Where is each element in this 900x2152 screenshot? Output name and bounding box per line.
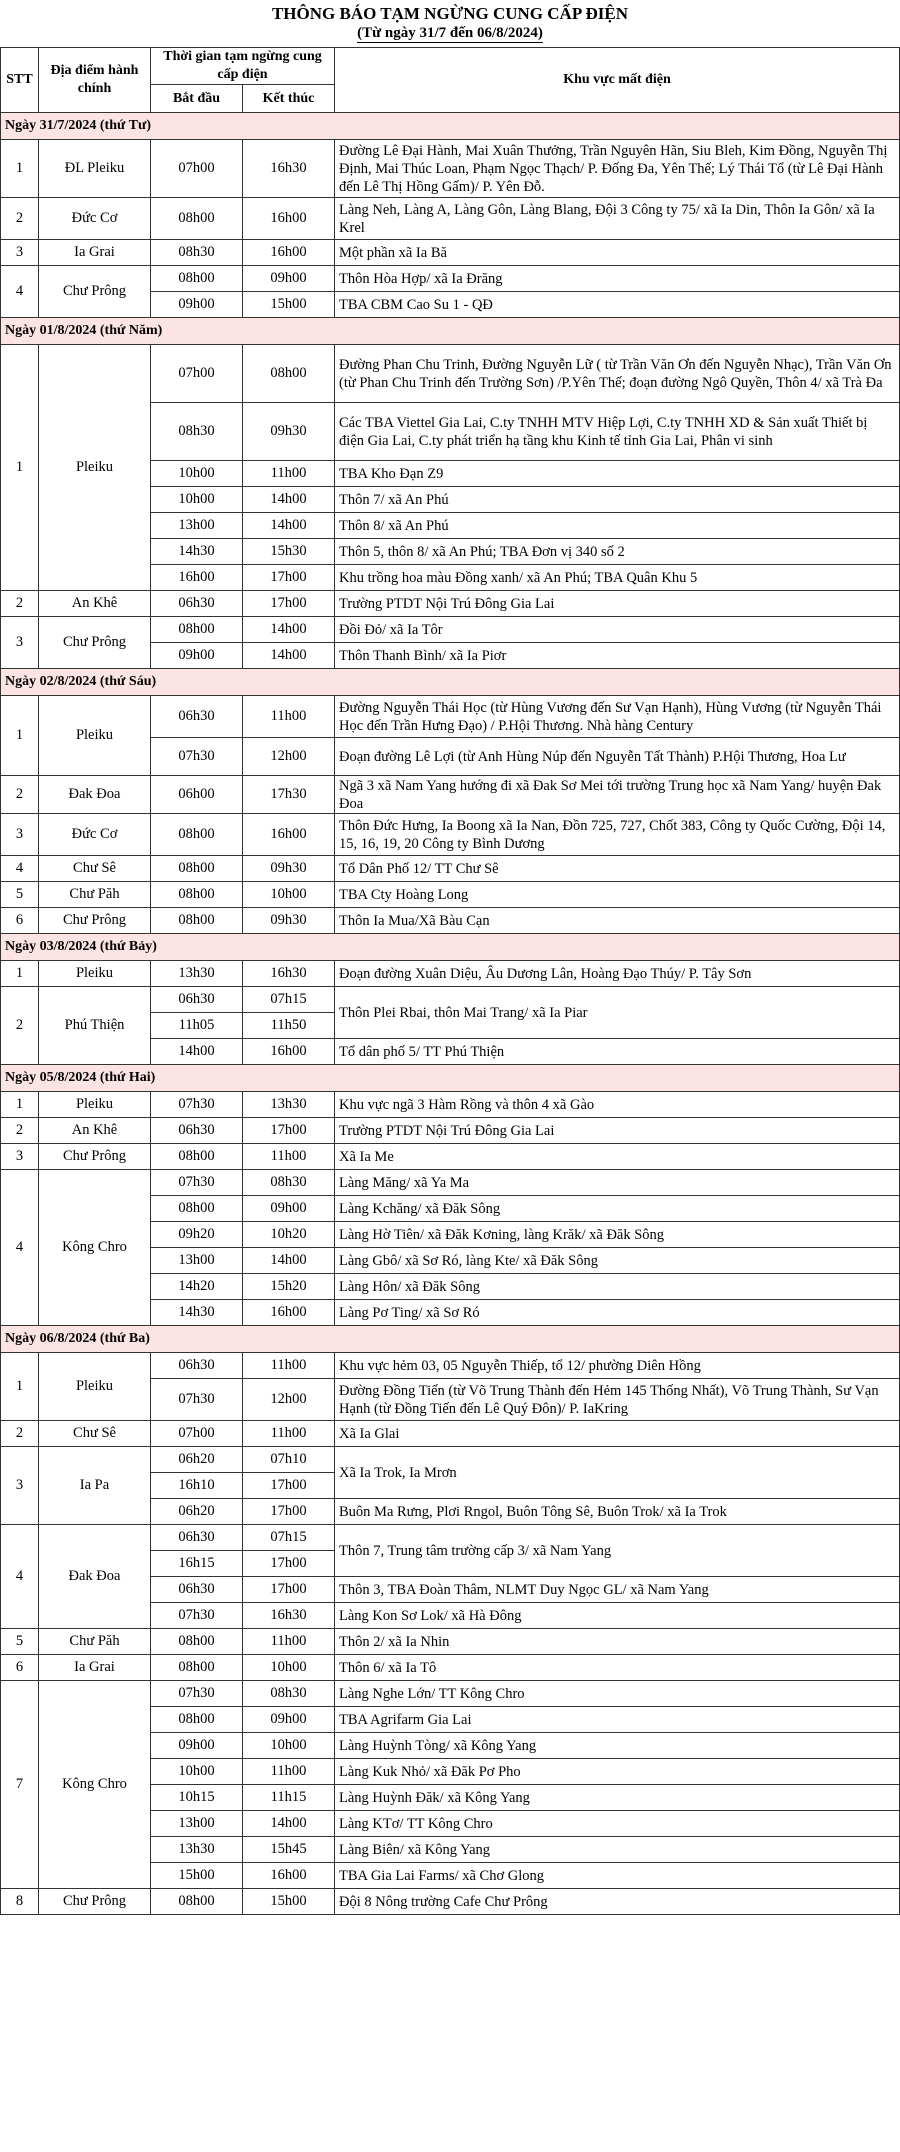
end-time-cell: 17h00	[243, 1499, 335, 1525]
stt-cell: 3	[1, 617, 39, 669]
end-time-cell: 17h30	[243, 776, 335, 814]
end-time-cell: 14h00	[243, 643, 335, 669]
day-header-row	[1, 1326, 900, 1353]
area-cell: Xã Ia Trok, Ia Mrơn	[335, 1447, 900, 1499]
start-time-cell: 07h00	[151, 140, 243, 198]
table-row	[1, 1353, 900, 1379]
area-cell: Thôn Hòa Hợp/ xã Ia Đrăng	[335, 266, 900, 292]
start-time-cell: 14h00	[151, 1039, 243, 1065]
area-cell: Làng Pơ Ting/ xã Sơ Ró	[335, 1300, 900, 1326]
end-time-cell: 13h30	[243, 1092, 335, 1118]
end-time-cell: 10h20	[243, 1222, 335, 1248]
end-time-cell: 11h00	[243, 1759, 335, 1785]
area-cell: TBA Gia Lai Farms/ xã Chơ Glong	[335, 1863, 900, 1889]
stt-cell: 4	[1, 856, 39, 882]
area-cell: Xã Ia Me	[335, 1144, 900, 1170]
start-time-cell: 07h30	[151, 1379, 243, 1421]
table-row	[1, 1447, 900, 1473]
location-cell: Ia Grai	[39, 1655, 151, 1681]
stt-cell: 7	[1, 1681, 39, 1889]
end-time-cell: 10h00	[243, 1733, 335, 1759]
table-body	[1, 113, 900, 1915]
stt-cell: 1	[1, 696, 39, 776]
stt-cell: 1	[1, 345, 39, 591]
header-start: Bắt đầu	[151, 85, 243, 113]
location-cell: Đak Đoa	[39, 776, 151, 814]
start-time-cell: 08h00	[151, 1655, 243, 1681]
start-time-cell: 16h15	[151, 1551, 243, 1577]
start-time-cell: 10h00	[151, 461, 243, 487]
start-time-cell: 08h00	[151, 1707, 243, 1733]
location-cell: Đức Cơ	[39, 814, 151, 856]
header-end: Kết thúc	[243, 85, 335, 113]
area-cell: Đồi Đỏ/ xã Ia Tôr	[335, 617, 900, 643]
table-row	[1, 1525, 900, 1551]
end-time-cell: 17h00	[243, 1118, 335, 1144]
area-cell: Thôn Ia Mua/Xã Bàu Cạn	[335, 908, 900, 934]
area-cell: Các TBA Viettel Gia Lai, C.ty TNHH MTV Hiệp Lợi, C.ty TNHH XD & Sản xuất Thiết bị điện Gia Lai, C.ty phát triển hạ tầng khu Kinh tế tỉnh Gia Lai, Phân vi sinh	[335, 403, 900, 461]
stt-cell: 4	[1, 266, 39, 318]
end-time-cell: 07h15	[243, 987, 335, 1013]
end-time-cell: 12h00	[243, 738, 335, 776]
stt-cell: 3	[1, 240, 39, 266]
end-time-cell: 16h00	[243, 814, 335, 856]
start-time-cell: 13h00	[151, 1248, 243, 1274]
start-time-cell: 06h20	[151, 1447, 243, 1473]
table-row	[1, 1655, 900, 1681]
location-cell: Pleiku	[39, 1092, 151, 1118]
area-cell: Thôn 2/ xã Ia Nhin	[335, 1629, 900, 1655]
end-time-cell: 11h15	[243, 1785, 335, 1811]
stt-cell: 2	[1, 987, 39, 1065]
document-title: THÔNG BÁO TẠM NGỪNG CUNG CẤP ĐIỆN	[271, 4, 629, 23]
end-time-cell: 11h00	[243, 461, 335, 487]
end-time-cell: 08h30	[243, 1681, 335, 1707]
end-time-cell: 11h00	[243, 1421, 335, 1447]
table-row	[1, 882, 900, 908]
start-time-cell: 10h00	[151, 487, 243, 513]
start-time-cell: 06h30	[151, 1577, 243, 1603]
end-time-cell: 14h00	[243, 1811, 335, 1837]
table-row	[1, 1421, 900, 1447]
end-time-cell: 11h00	[243, 696, 335, 738]
end-time-cell: 16h30	[243, 961, 335, 987]
start-time-cell: 06h30	[151, 591, 243, 617]
area-cell: TBA Kho Đạn Z9	[335, 461, 900, 487]
area-cell: Đoạn đường Lê Lợi (từ Anh Hùng Núp đến Nguyễn Tất Thành) P.Hội Thương, Hoa Lư	[335, 738, 900, 776]
end-time-cell: 14h00	[243, 617, 335, 643]
end-time-cell: 10h00	[243, 1655, 335, 1681]
table-row	[1, 696, 900, 738]
end-time-cell: 16h00	[243, 198, 335, 240]
end-time-cell: 14h00	[243, 487, 335, 513]
day-label: Ngày 05/8/2024 (thứ Hai)	[1, 1065, 900, 1092]
start-time-cell: 06h30	[151, 987, 243, 1013]
day-header-row	[1, 934, 900, 961]
area-cell: Thôn 6/ xã Ia Tô	[335, 1655, 900, 1681]
stt-cell: 5	[1, 882, 39, 908]
start-time-cell: 07h30	[151, 1092, 243, 1118]
area-cell: Tổ Dân Phố 12/ TT Chư Sê	[335, 856, 900, 882]
table-row	[1, 908, 900, 934]
day-label: Ngày 02/8/2024 (thứ Sáu)	[1, 669, 900, 696]
start-time-cell: 08h00	[151, 1889, 243, 1915]
area-cell: Làng Huỳnh Đăk/ xã Kông Yang	[335, 1785, 900, 1811]
start-time-cell: 07h30	[151, 1603, 243, 1629]
document-subtitle	[0, 24, 900, 43]
outage-table	[0, 47, 900, 1915]
start-time-cell: 06h00	[151, 776, 243, 814]
location-cell: Pleiku	[39, 1353, 151, 1421]
location-cell: Pleiku	[39, 961, 151, 987]
start-time-cell: 13h30	[151, 1837, 243, 1863]
table-row	[1, 1681, 900, 1707]
stt-cell: 4	[1, 1525, 39, 1629]
end-time-cell: 14h00	[243, 513, 335, 539]
table-row	[1, 987, 900, 1013]
table-row	[1, 814, 900, 856]
start-time-cell: 07h00	[151, 345, 243, 403]
start-time-cell: 14h30	[151, 1300, 243, 1326]
end-time-cell: 17h00	[243, 1577, 335, 1603]
location-cell: Chư Sê	[39, 1421, 151, 1447]
header-stt: STT	[1, 48, 39, 113]
end-time-cell: 07h15	[243, 1525, 335, 1551]
end-time-cell: 15h30	[243, 539, 335, 565]
stt-cell: 4	[1, 1170, 39, 1326]
start-time-cell: 11h05	[151, 1013, 243, 1039]
area-cell: Thôn 3, TBA Đoàn Thâm, NLMT Duy Ngọc GL/ xã Nam Yang	[335, 1577, 900, 1603]
header-area: Khu vực mất điện	[335, 48, 900, 113]
end-time-cell: 11h50	[243, 1013, 335, 1039]
day-header-row	[1, 1065, 900, 1092]
location-cell: Ia Grai	[39, 240, 151, 266]
area-cell: Thôn Đức Hưng, Ia Boong xã Ia Nan, Đồn 725, 727, Chốt 383, Công ty Quốc Cường, Đội 14, 15, 16, 19, 20 Công ty Bình Dương	[335, 814, 900, 856]
area-cell: Đoạn đường Xuân Diệu, Âu Dương Lân, Hoàng Đạo Thúy/ P. Tây Sơn	[335, 961, 900, 987]
location-cell: An Khê	[39, 1118, 151, 1144]
area-cell: Thôn 8/ xã An Phú	[335, 513, 900, 539]
start-time-cell: 10h15	[151, 1785, 243, 1811]
end-time-cell: 09h00	[243, 1707, 335, 1733]
location-cell: Chư Prông	[39, 617, 151, 669]
area-cell: Làng Kchăng/ xã Đăk Sông	[335, 1196, 900, 1222]
start-time-cell: 07h30	[151, 738, 243, 776]
start-time-cell: 13h30	[151, 961, 243, 987]
area-cell: Tổ dân phố 5/ TT Phú Thiện	[335, 1039, 900, 1065]
location-cell: Chư Prông	[39, 908, 151, 934]
start-time-cell: 06h30	[151, 696, 243, 738]
area-cell: Đội 8 Nông trường Cafe Chư Prông	[335, 1889, 900, 1915]
area-cell: Làng Kuk Nhỏ/ xã Đăk Pơ Pho	[335, 1759, 900, 1785]
end-time-cell: 15h00	[243, 1889, 335, 1915]
area-cell: Đường Lê Đại Hành, Mai Xuân Thưởng, Trần Nguyên Hãn, Siu Bleh, Kim Đồng, Nguyễn Thị Định, Mai Thúc Loan, Phạm Ngọc Thạch/ P. Đống Đa, Yên Thế; Lý Thái Tổ (từ Lê Đại Hành đến Lê Thị Hồng Gấm)/ P. Yên Đỗ.	[335, 140, 900, 198]
end-time-cell: 08h30	[243, 1170, 335, 1196]
stt-cell: 2	[1, 776, 39, 814]
end-time-cell: 16h00	[243, 240, 335, 266]
table-row	[1, 1144, 900, 1170]
end-time-cell: 07h10	[243, 1447, 335, 1473]
end-time-cell: 17h00	[243, 1473, 335, 1499]
area-cell: Thôn 7/ xã An Phú	[335, 487, 900, 513]
stt-cell: 3	[1, 1447, 39, 1525]
end-time-cell: 10h00	[243, 882, 335, 908]
end-time-cell: 15h20	[243, 1274, 335, 1300]
day-header-row	[1, 113, 900, 140]
start-time-cell: 10h00	[151, 1759, 243, 1785]
start-time-cell: 06h30	[151, 1353, 243, 1379]
location-cell: Chư Sê	[39, 856, 151, 882]
end-time-cell: 09h00	[243, 1196, 335, 1222]
stt-cell: 2	[1, 1421, 39, 1447]
table-row	[1, 198, 900, 240]
start-time-cell: 07h30	[151, 1170, 243, 1196]
start-time-cell: 09h00	[151, 292, 243, 318]
area-cell: TBA Agrifarm Gia Lai	[335, 1707, 900, 1733]
area-cell: TBA CBM Cao Su 1 - QĐ	[335, 292, 900, 318]
area-cell: Trường PTDT Nội Trú Đông Gia Lai	[335, 591, 900, 617]
stt-cell: 3	[1, 1144, 39, 1170]
area-cell: Đường Đồng Tiến (từ Võ Trung Thành đến Hẻm 145 Thống Nhất), Võ Trung Thành, Sư Vạn Hạnh (từ Đồng Tiến đến Lê Quý Đôn)/ P. IaKring	[335, 1379, 900, 1421]
stt-cell: 2	[1, 1118, 39, 1144]
stt-cell: 5	[1, 1629, 39, 1655]
area-cell: Thôn 5, thôn 8/ xã An Phú; TBA Đơn vị 340 số 2	[335, 539, 900, 565]
table-row	[1, 140, 900, 198]
location-cell: Pleiku	[39, 696, 151, 776]
location-cell: ĐL Pleiku	[39, 140, 151, 198]
start-time-cell: 13h00	[151, 513, 243, 539]
day-label: Ngày 06/8/2024 (thứ Ba)	[1, 1326, 900, 1353]
start-time-cell: 16h10	[151, 1473, 243, 1499]
table-row	[1, 776, 900, 814]
area-cell: TBA Cty Hoàng Long	[335, 882, 900, 908]
table-row	[1, 961, 900, 987]
start-time-cell: 14h30	[151, 539, 243, 565]
location-cell: Kông Chro	[39, 1681, 151, 1889]
table-row	[1, 1629, 900, 1655]
area-cell: Ngã 3 xã Nam Yang hướng đi xã Đak Sơ Mei tới trường Trung học xã Nam Yang/ huyện Đak Đoa	[335, 776, 900, 814]
area-cell: Đường Nguyễn Thái Học (từ Hùng Vương đến Sư Vạn Hạnh), Hùng Vương (từ Nguyễn Thái Học đến Trần Hưng Đạo) / P.Hội Thương. Nhà hàng Century	[335, 696, 900, 738]
location-cell: Kông Chro	[39, 1170, 151, 1326]
start-time-cell: 08h00	[151, 814, 243, 856]
table-row	[1, 856, 900, 882]
end-time-cell: 16h30	[243, 140, 335, 198]
area-cell: Làng Hôn/ xã Đăk Sông	[335, 1274, 900, 1300]
start-time-cell: 14h20	[151, 1274, 243, 1300]
location-cell: Đức Cơ	[39, 198, 151, 240]
area-cell: Thôn Thanh Bình/ xã Ia Piơr	[335, 643, 900, 669]
header-location: Địa điểm hành chính	[39, 48, 151, 113]
location-cell: Chư Prông	[39, 1144, 151, 1170]
table-row	[1, 266, 900, 292]
location-cell: Chư Păh	[39, 1629, 151, 1655]
table-row	[1, 617, 900, 643]
stt-cell: 2	[1, 198, 39, 240]
start-time-cell: 13h00	[151, 1811, 243, 1837]
stt-cell: 1	[1, 1353, 39, 1421]
area-cell: Thôn Plei Rbai, thôn Mai Trang/ xã Ia Piar	[335, 987, 900, 1039]
end-time-cell: 09h30	[243, 403, 335, 461]
table-row	[1, 345, 900, 403]
start-time-cell: 08h00	[151, 1144, 243, 1170]
start-time-cell: 15h00	[151, 1863, 243, 1889]
end-time-cell: 17h00	[243, 565, 335, 591]
location-cell: Chư Prông	[39, 1889, 151, 1915]
day-label: Ngày 01/8/2024 (thứ Năm)	[1, 318, 900, 345]
area-cell: Khu vực hẻm 03, 05 Nguyễn Thiếp, tổ 12/ phường Diên Hồng	[335, 1353, 900, 1379]
start-time-cell: 08h30	[151, 403, 243, 461]
area-cell: Đường Phan Chu Trinh, Đường Nguyễn Lữ ( từ Trần Văn Ơn đến Nguyễn Nhạc), Trần Văn Ơn (từ Phan Chu Trinh đến Trường Sơn) /P.Yên Thế; đoạn đường Ngô Quyền, Thôn 4/ xã Trà Đa	[335, 345, 900, 403]
day-label: Ngày 31/7/2024 (thứ Tư)	[1, 113, 900, 140]
stt-cell: 1	[1, 140, 39, 198]
location-cell: An Khê	[39, 591, 151, 617]
area-cell: Làng Kon Sơ Lok/ xã Hà Đông	[335, 1603, 900, 1629]
area-cell: Làng Gbô/ xã Sơ Ró, làng Kte/ xã Đăk Sông	[335, 1248, 900, 1274]
area-cell: Làng Biên/ xã Kông Yang	[335, 1837, 900, 1863]
area-cell: Làng Hờ Tiên/ xã Đăk Kơning, làng Krăk/ xã Đăk Sông	[335, 1222, 900, 1248]
table-row	[1, 1092, 900, 1118]
stt-cell: 1	[1, 961, 39, 987]
stt-cell: 8	[1, 1889, 39, 1915]
area-cell: Làng Neh, Làng A, Làng Gôn, Làng Blang, Đội 3 Công ty 75/ xã Ia Din, Thôn Ia Gôn/ xã Ia Krel	[335, 198, 900, 240]
end-time-cell: 11h00	[243, 1353, 335, 1379]
header-time: Thời gian tạm ngừng cung cấp điện	[151, 48, 335, 85]
table-row	[1, 1118, 900, 1144]
area-cell: Buôn Ma Rưng, Plơi Rngol, Buôn Tông Sê, Buôn Trok/ xã Ia Trok	[335, 1499, 900, 1525]
end-time-cell: 15h00	[243, 292, 335, 318]
start-time-cell: 08h00	[151, 856, 243, 882]
area-cell: Một phần xã Ia Bă	[335, 240, 900, 266]
stt-cell: 6	[1, 1655, 39, 1681]
end-time-cell: 15h45	[243, 1837, 335, 1863]
day-header-row	[1, 318, 900, 345]
start-time-cell: 09h00	[151, 1733, 243, 1759]
end-time-cell: 09h30	[243, 856, 335, 882]
end-time-cell: 09h30	[243, 908, 335, 934]
start-time-cell: 08h30	[151, 240, 243, 266]
area-cell: Làng Nghe Lớn/ TT Kông Chro	[335, 1681, 900, 1707]
end-time-cell: 09h00	[243, 266, 335, 292]
stt-cell: 6	[1, 908, 39, 934]
end-time-cell: 12h00	[243, 1379, 335, 1421]
start-time-cell: 07h30	[151, 1681, 243, 1707]
area-cell: Xã Ia Glai	[335, 1421, 900, 1447]
stt-cell: 1	[1, 1092, 39, 1118]
stt-cell: 3	[1, 814, 39, 856]
end-time-cell: 16h00	[243, 1039, 335, 1065]
table-row	[1, 1889, 900, 1915]
location-cell: Chư Prông	[39, 266, 151, 318]
start-time-cell: 06h20	[151, 1499, 243, 1525]
start-time-cell: 06h30	[151, 1118, 243, 1144]
stt-cell: 2	[1, 591, 39, 617]
location-cell: Đak Đoa	[39, 1525, 151, 1629]
area-cell: Làng Huỳnh Tòng/ xã Kông Yang	[335, 1733, 900, 1759]
day-header-row	[1, 669, 900, 696]
location-cell: Pleiku	[39, 345, 151, 591]
area-cell: Khu vực ngã 3 Hàm Rồng và thôn 4 xã Gào	[335, 1092, 900, 1118]
table-row	[1, 240, 900, 266]
start-time-cell: 07h00	[151, 1421, 243, 1447]
start-time-cell: 06h30	[151, 1525, 243, 1551]
area-cell: Làng Măng/ xã Ya Ma	[335, 1170, 900, 1196]
end-time-cell: 14h00	[243, 1248, 335, 1274]
start-time-cell: 08h00	[151, 1629, 243, 1655]
end-time-cell: 11h00	[243, 1629, 335, 1655]
area-cell: Khu trồng hoa màu Đồng xanh/ xã An Phú; TBA Quân Khu 5	[335, 565, 900, 591]
area-cell: Thôn 7, Trung tâm trường cấp 3/ xã Nam Yang	[335, 1525, 900, 1577]
table-row	[1, 1170, 900, 1196]
location-cell: Phú Thiện	[39, 987, 151, 1065]
area-cell: Trường PTDT Nội Trú Đông Gia Lai	[335, 1118, 900, 1144]
end-time-cell: 11h00	[243, 1144, 335, 1170]
end-time-cell: 16h00	[243, 1300, 335, 1326]
start-time-cell: 08h00	[151, 1196, 243, 1222]
end-time-cell: 08h00	[243, 345, 335, 403]
table-row	[1, 591, 900, 617]
day-label: Ngày 03/8/2024 (thứ Bảy)	[1, 934, 900, 961]
location-cell: Chư Păh	[39, 882, 151, 908]
start-time-cell: 08h00	[151, 266, 243, 292]
start-time-cell: 08h00	[151, 198, 243, 240]
start-time-cell: 08h00	[151, 882, 243, 908]
location-cell: Ia Pa	[39, 1447, 151, 1525]
area-cell: Làng KTơ/ TT Kông Chro	[335, 1811, 900, 1837]
end-time-cell: 16h00	[243, 1863, 335, 1889]
start-time-cell: 16h00	[151, 565, 243, 591]
start-time-cell: 08h00	[151, 908, 243, 934]
end-time-cell: 16h30	[243, 1603, 335, 1629]
start-time-cell: 09h20	[151, 1222, 243, 1248]
end-time-cell: 17h00	[243, 591, 335, 617]
subtitle-text: (Từ ngày 31/7 đến 06/8/2024)	[357, 25, 543, 41]
start-time-cell: 09h00	[151, 643, 243, 669]
start-time-cell: 08h00	[151, 617, 243, 643]
end-time-cell: 17h00	[243, 1551, 335, 1577]
